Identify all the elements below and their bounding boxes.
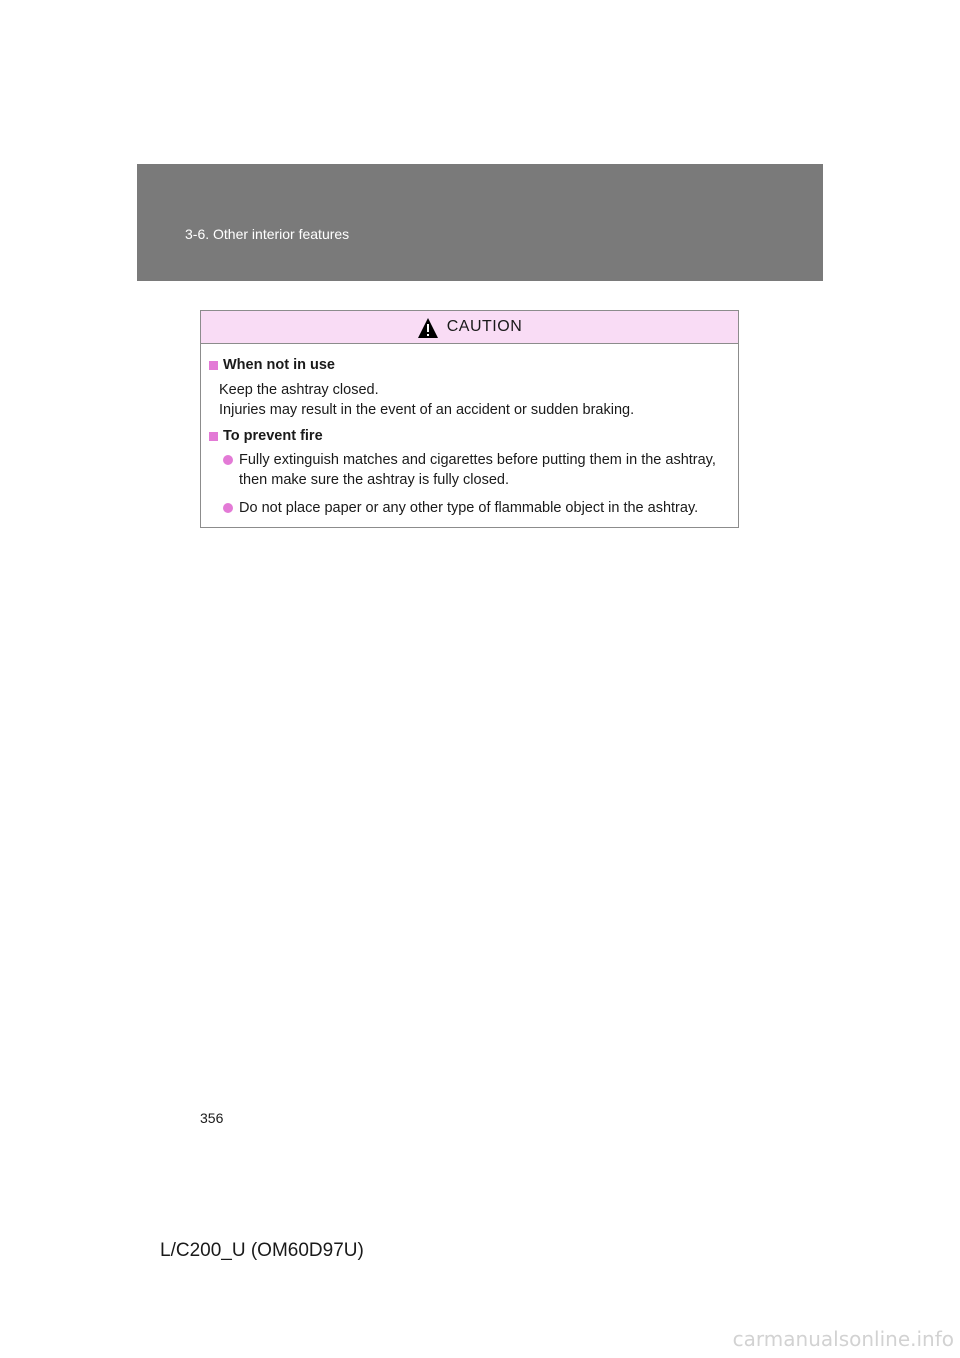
watermark: carmanualsonline.info [732, 1327, 954, 1351]
subheading-when-not-in-use [209, 355, 728, 375]
bullet-text: Do not place paper or any other type of flammable object in the ashtray. [239, 500, 699, 516]
subheading-text: When not in use [223, 357, 335, 373]
bullet-text: Fully extinguish matches and cigarettes before putting them in the ashtray, then make sure the ashtray is fully closed. [239, 452, 716, 488]
square-bullet-icon [209, 432, 218, 441]
paragraph-line: Keep the ashtray closed. [219, 382, 379, 398]
bullet-item [209, 450, 728, 490]
warning-triangle-icon [417, 317, 439, 339]
document-code: L/C200_U (OM60D97U) [160, 1240, 364, 1261]
header-band [137, 164, 823, 281]
subheading-to-prevent-fire [209, 426, 728, 446]
caution-body [201, 344, 738, 518]
caution-header [201, 311, 738, 344]
square-bullet-icon [209, 361, 218, 370]
caution-box [200, 310, 739, 528]
circle-bullet-icon [223, 455, 233, 465]
caution-title: CAUTION [446, 318, 523, 335]
circle-bullet-icon [223, 503, 233, 513]
subheading-text: To prevent fire [223, 428, 323, 444]
section-title: 3-6. Other interior features [185, 226, 350, 242]
bullet-item [209, 498, 728, 518]
paragraph-line: Injuries may result in the event of an accident or sudden braking. [219, 402, 635, 418]
page-number: 356 [200, 1110, 224, 1126]
paragraph [209, 380, 728, 420]
